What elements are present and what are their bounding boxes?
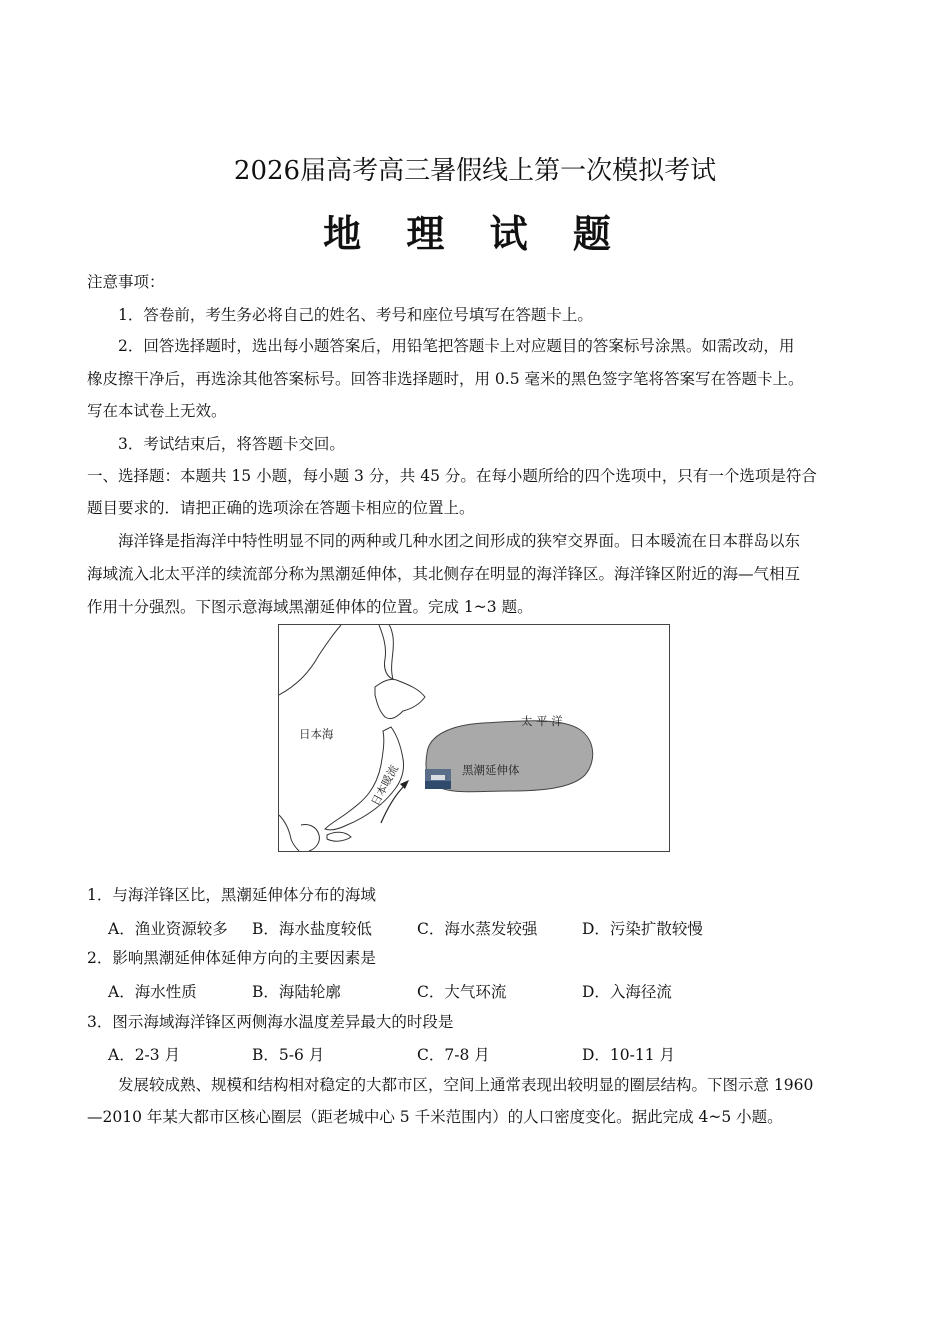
question-3-option-b: B．5-6 月 — [252, 1046, 325, 1064]
kuroshio-extension-map — [278, 624, 670, 852]
passage-1-line-3: 作用十分强烈。下图示意海域黑潮延伸体的位置。完成 1~3 题。 — [87, 598, 533, 616]
kyushu-outline — [301, 824, 319, 851]
hokkaido-outline — [375, 679, 425, 718]
section-1-line-1: 一、选择题：本题共 15 小题，每小题 3 分，共 45 分。在每小题所给的四个选项中，只有一个选项是符合 — [87, 467, 817, 485]
passage-1-line-2: 海域流入北太平洋的续流部分称为黑潮延伸体，其北侧存在明显的海洋锋区。海洋锋区附近的海—气相互 — [87, 565, 801, 583]
question-2-option-b: B．海陆轮廓 — [252, 983, 341, 1001]
question-1-option-a: A．渔业资源较多 — [108, 920, 228, 938]
question-2-option-c: C．大气环流 — [417, 983, 507, 1001]
shikoku-outline — [327, 832, 351, 841]
section-1-line-2: 题目要求的．请把正确的选项涂在答题卡相应的位置上。 — [87, 499, 475, 517]
question-1-stem: 1．与海洋锋区比，黑潮延伸体分布的海域 — [87, 886, 376, 904]
notes-heading: 注意事项： — [87, 273, 165, 291]
question-2-stem: 2．影响黑潮延伸体延伸方向的主要因素是 — [87, 949, 376, 967]
question-3-option-c: C．7-8 月 — [417, 1046, 490, 1064]
notes-item-1: 1．答卷前，考生务必将自己的姓名、考号和座位号填写在答题卡上。 — [118, 306, 593, 324]
question-1-option-c: C．海水蒸发较强 — [417, 920, 538, 938]
map-drawing — [279, 625, 669, 851]
mainland-coastline — [279, 625, 341, 695]
passage-2-line-2: —2010 年某大都市区核心圈层（距老城中心 5 千米范围内）的人口密度变化。据此完成 4~5 小题。 — [87, 1108, 783, 1126]
question-1-option-b: B．海水盐度较低 — [252, 920, 372, 938]
korea-coastline — [279, 815, 299, 851]
question-1-option-d: D．污染扩散较慢 — [582, 920, 703, 938]
label-sea-of-japan: 日本海 — [299, 727, 334, 741]
passage-2-line-1: 发展较成熟、规模和结构相对稳定的大都市区，空间上通常表现出较明显的圈层结构。下图示意 1960 — [118, 1076, 814, 1094]
label-japan-current: 日本暖流 — [368, 763, 401, 809]
exam-title: 2026届高考高三暑假线上第一次模拟考试 — [233, 156, 717, 186]
label-pacific-ocean: 太 平 洋 — [521, 714, 563, 728]
sakhalin-outline — [379, 625, 393, 679]
ship-icon — [425, 769, 451, 789]
question-3-option-a: A．2-3 月 — [108, 1046, 181, 1064]
notes-item-2-line-1: 2．回答选择题时，选出每小题答案后，用铅笔把答题卡上对应题目的答案标号涂黑。如需改动，用 — [118, 337, 795, 355]
subject-title: 地 理 试 题 — [323, 211, 627, 256]
notes-item-2-line-3: 写在本试卷上无效。 — [87, 402, 227, 420]
label-kuroshio-extension: 黑潮延伸体 — [462, 763, 520, 777]
question-2-option-d: D．入海径流 — [582, 983, 672, 1001]
question-2-option-a: A．海水性质 — [108, 983, 197, 1001]
current-arrow-head — [400, 780, 409, 789]
question-3-stem: 3．图示海域海洋锋区两侧海水温度差异最大的时段是 — [87, 1013, 454, 1031]
notes-item-2-line-2: 橡皮擦干净后，再选涂其他答案标号。回答非选择题时，用 0.5 毫米的黑色签字笔将答案写在答题卡上。 — [87, 370, 804, 388]
question-3-option-d: D．10-11 月 — [582, 1046, 676, 1064]
notes-item-3: 3．考试结束后，将答题卡交回。 — [118, 435, 345, 453]
passage-1-line-1: 海洋锋是指海洋中特性明显不同的两种或几种水团之间形成的狭窄交界面。日本暖流在日本群岛以东 — [118, 532, 801, 550]
